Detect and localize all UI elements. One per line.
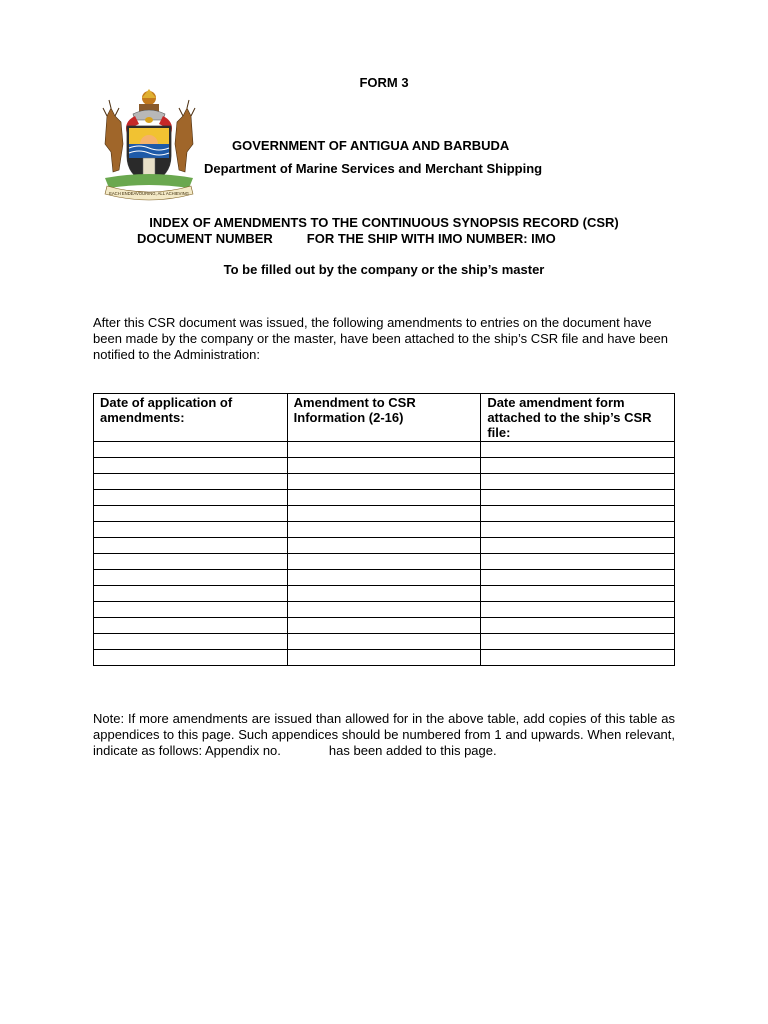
date-attached-cell[interactable]: [481, 602, 675, 618]
amendment-cell[interactable]: [287, 474, 481, 490]
intro-paragraph: After this CSR document was issued, the following amendments to entries on the document have been made by the company or the master, have been attached to the ship’s CSR file and have been notified to the Administration:: [93, 315, 669, 362]
amendment-cell[interactable]: [287, 618, 481, 634]
column-header-date-applied: Date of application of amendments:: [94, 394, 288, 442]
table-row: [94, 634, 675, 650]
table-row: [94, 474, 675, 490]
date-attached-cell[interactable]: [481, 618, 675, 634]
form-number: FORM 3: [359, 75, 409, 90]
table-row: [94, 506, 675, 522]
amendment-cell[interactable]: [287, 506, 481, 522]
table-header-row: [94, 394, 675, 442]
amendment-cell[interactable]: [287, 490, 481, 506]
date-attached-cell[interactable]: [481, 442, 675, 458]
amendment-cell[interactable]: [287, 538, 481, 554]
amendment-cell[interactable]: [287, 586, 481, 602]
amendment-cell[interactable]: [287, 602, 481, 618]
document-number-line: [137, 231, 556, 246]
amendment-cell[interactable]: [287, 442, 481, 458]
table-row: [94, 490, 675, 506]
column-header-amendment: Amendment to CSR Information (2-16): [287, 394, 481, 442]
date-attached-cell[interactable]: [481, 506, 675, 522]
imo-number-label: FOR THE SHIP WITH IMO NUMBER: IMO: [306, 231, 556, 246]
amendment-cell[interactable]: [287, 634, 481, 650]
date-applied-cell[interactable]: [94, 506, 288, 522]
amendment-cell[interactable]: [287, 570, 481, 586]
date-applied-cell[interactable]: [94, 490, 288, 506]
date-attached-cell[interactable]: [481, 522, 675, 538]
date-attached-cell[interactable]: [481, 458, 675, 474]
date-applied-cell[interactable]: [94, 618, 288, 634]
fill-instruction: To be filled out by the company or the ship’s master: [223, 262, 545, 277]
date-attached-cell[interactable]: [481, 554, 675, 570]
government-title: GOVERNMENT OF ANTIGUA AND BARBUDA: [232, 138, 510, 153]
date-applied-cell[interactable]: [94, 442, 288, 458]
note-text-end: has been added to this page.: [328, 743, 497, 758]
date-attached-cell[interactable]: [481, 538, 675, 554]
svg-text:EACH ENDEAVOURING, ALL ACHIEVI: EACH ENDEAVOURING, ALL ACHIEVING: [109, 191, 189, 196]
table-row: [94, 586, 675, 602]
date-attached-cell[interactable]: [481, 570, 675, 586]
table-row: [94, 554, 675, 570]
amendments-table: [93, 393, 675, 666]
date-applied-cell[interactable]: [94, 570, 288, 586]
note-text: Note: If more amendments are issued than allowed for in the above table, add copies of this table as appendices to this page. Such appendices should be numbered from 1 and upwards. When relevant, indicate as follows: Appendix no.: [93, 711, 675, 758]
column-header-date-attached: Date amendment form attached to the ship’s CSR file:: [481, 394, 675, 442]
date-applied-cell[interactable]: [94, 634, 288, 650]
table-row: [94, 458, 675, 474]
department-title: Department of Marine Services and Merchant Shipping: [204, 161, 543, 176]
date-applied-cell[interactable]: [94, 586, 288, 602]
date-attached-cell[interactable]: [481, 634, 675, 650]
note-paragraph: [93, 711, 675, 759]
form-title: INDEX OF AMENDMENTS TO THE CONTINUOUS SYNOPSIS RECORD (CSR): [149, 215, 619, 230]
table-row: [94, 602, 675, 618]
date-attached-cell[interactable]: [481, 474, 675, 490]
table-row: [94, 442, 675, 458]
date-applied-cell[interactable]: [94, 474, 288, 490]
table-row: [94, 650, 675, 666]
date-applied-cell[interactable]: [94, 554, 288, 570]
document-number-label: DOCUMENT NUMBER: [137, 231, 273, 246]
table-row: [94, 538, 675, 554]
date-applied-cell[interactable]: [94, 602, 288, 618]
date-attached-cell[interactable]: [481, 586, 675, 602]
table-row: [94, 522, 675, 538]
amendments-table-body: [94, 442, 675, 666]
date-attached-cell[interactable]: [481, 650, 675, 666]
date-attached-cell[interactable]: [481, 490, 675, 506]
amendment-cell[interactable]: [287, 554, 481, 570]
date-applied-cell[interactable]: [94, 538, 288, 554]
amendment-cell[interactable]: [287, 458, 481, 474]
table-row: [94, 570, 675, 586]
coat-of-arms-icon: [93, 86, 205, 204]
date-applied-cell[interactable]: [94, 458, 288, 474]
date-applied-cell[interactable]: [94, 522, 288, 538]
amendment-cell[interactable]: [287, 650, 481, 666]
amendment-cell[interactable]: [287, 522, 481, 538]
date-applied-cell[interactable]: [94, 650, 288, 666]
table-row: [94, 618, 675, 634]
